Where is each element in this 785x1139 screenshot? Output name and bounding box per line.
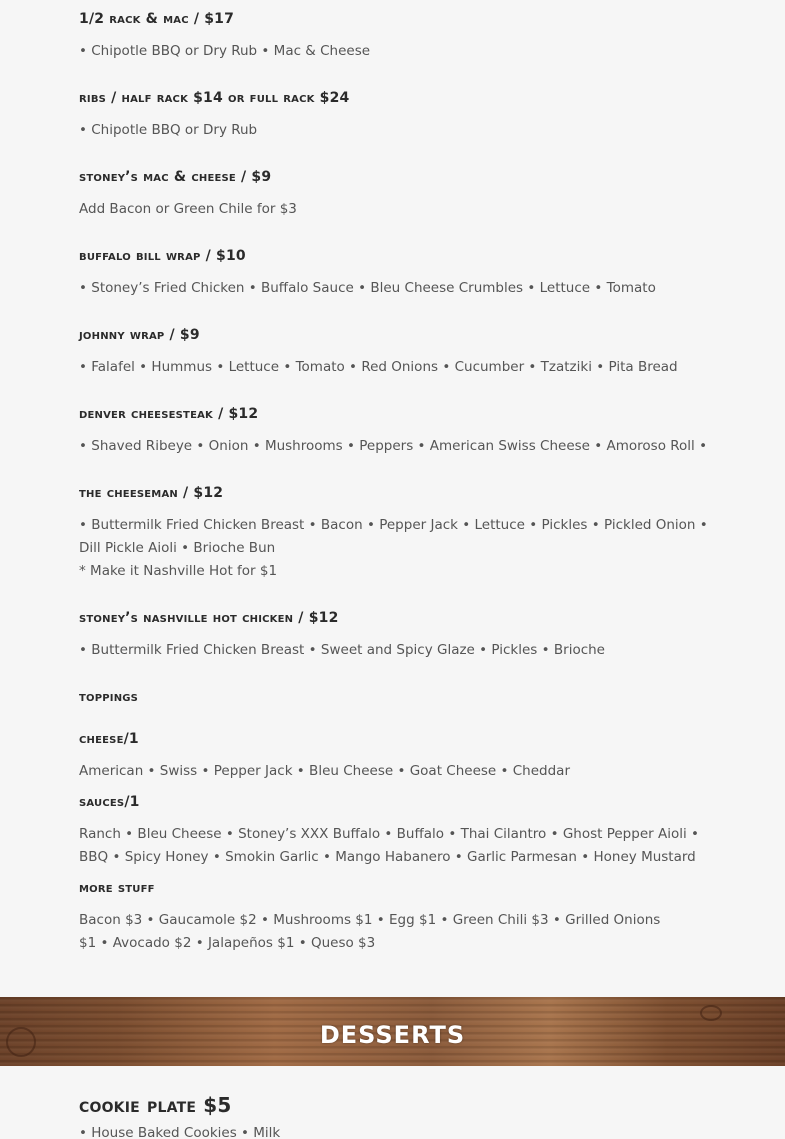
menu-item	[79, 609, 709, 662]
menu-item-title: ribs / half rack $14 or full rack $24	[79, 90, 350, 106]
wood-knot	[700, 1005, 722, 1021]
topping-group-cheese	[79, 730, 709, 783]
menu-item-description: Add Bacon or Green Chile for $3	[79, 201, 297, 217]
menu-item-title: 1/2 rack & mac / $17	[79, 11, 235, 27]
menu-item	[79, 247, 709, 300]
section-heading: toppings	[79, 689, 139, 705]
topping-group-title: sauces/1	[79, 794, 140, 810]
dessert-item-description: • House Baked Cookies • Milk	[79, 1125, 281, 1139]
menu-item	[79, 10, 709, 63]
topping-group-more	[79, 879, 679, 955]
dessert-item	[79, 1093, 709, 1139]
menu-item-description: • Stoney’s Fried Chicken • Buffalo Sauce • Bleu Cheese Crumbles • Lettuce • Tomato	[79, 280, 656, 296]
topping-group-description: Bacon $3 • Gaucamole $2 • Mushrooms $1 • Egg $1 • Green Chili $3 • Grilled Onions $1 • Avocado $2 • Jalapeños $1 • Queso $3	[79, 912, 661, 951]
menu-item-description: • Buttermilk Fried Chicken Breast • Bacon • Pepper Jack • Lettuce • Pickles • Pickled Onion • Dill Pickle Aioli • Brioche Bun	[79, 517, 708, 556]
desserts-banner	[0, 997, 785, 1066]
menu-item	[79, 168, 709, 221]
menu-item-title: buffalo bill wrap / $10	[79, 248, 246, 264]
menu-item-title: stoney’s nashville hot chicken / $12	[79, 610, 339, 626]
topping-group-description: American • Swiss • Pepper Jack • Bleu Cheese • Goat Cheese • Cheddar	[79, 763, 571, 779]
menu-item-title: stoney’s mac & cheese / $9	[79, 169, 272, 185]
menu-item-description: • Chipotle BBQ or Dry Rub • Mac & Cheese	[79, 43, 371, 59]
dessert-item-title: cookie plate $5	[79, 1093, 232, 1117]
menu-item-title: johnny wrap / $9	[79, 327, 200, 343]
desserts-title: desserts	[319, 1011, 466, 1052]
topping-group-title: cheese/1	[79, 731, 139, 747]
menu-item-description: • Chipotle BBQ or Dry Rub	[79, 122, 258, 138]
wood-knot	[6, 1027, 36, 1057]
menu-item	[79, 326, 709, 379]
topping-group-description: Ranch • Bleu Cheese • Stoney’s XXX Buffalo • Buffalo • Thai Cilantro • Ghost Pepper Aioli • BBQ • Spicy Honey • Smokin Garlic • Mango Habanero • Garlic Parmesan • Honey Mustard	[79, 826, 699, 865]
menu-item	[79, 484, 709, 583]
menu-item-title: denver cheesesteak / $12	[79, 406, 259, 422]
topping-group-title: more stuff	[79, 880, 155, 896]
toppings-heading	[79, 688, 709, 706]
menu-item	[79, 89, 709, 142]
menu-item-description: • Falafel • Hummus • Lettuce • Tomato • Red Onions • Cucumber • Tzatziki • Pita Bread	[79, 359, 678, 375]
menu-item-description: • Buttermilk Fried Chicken Breast • Sweet and Spicy Glaze • Pickles • Brioche	[79, 642, 605, 658]
menu-item-description: • Shaved Ribeye • Onion • Mushrooms • Peppers • American Swiss Cheese • Amoroso Roll •	[79, 438, 708, 454]
menu-item-note: * Make it Nashville Hot for $1	[79, 563, 278, 579]
menu-item	[79, 405, 709, 458]
topping-group-sauces	[79, 793, 709, 869]
menu-item-title: the cheeseman / $12	[79, 485, 224, 501]
